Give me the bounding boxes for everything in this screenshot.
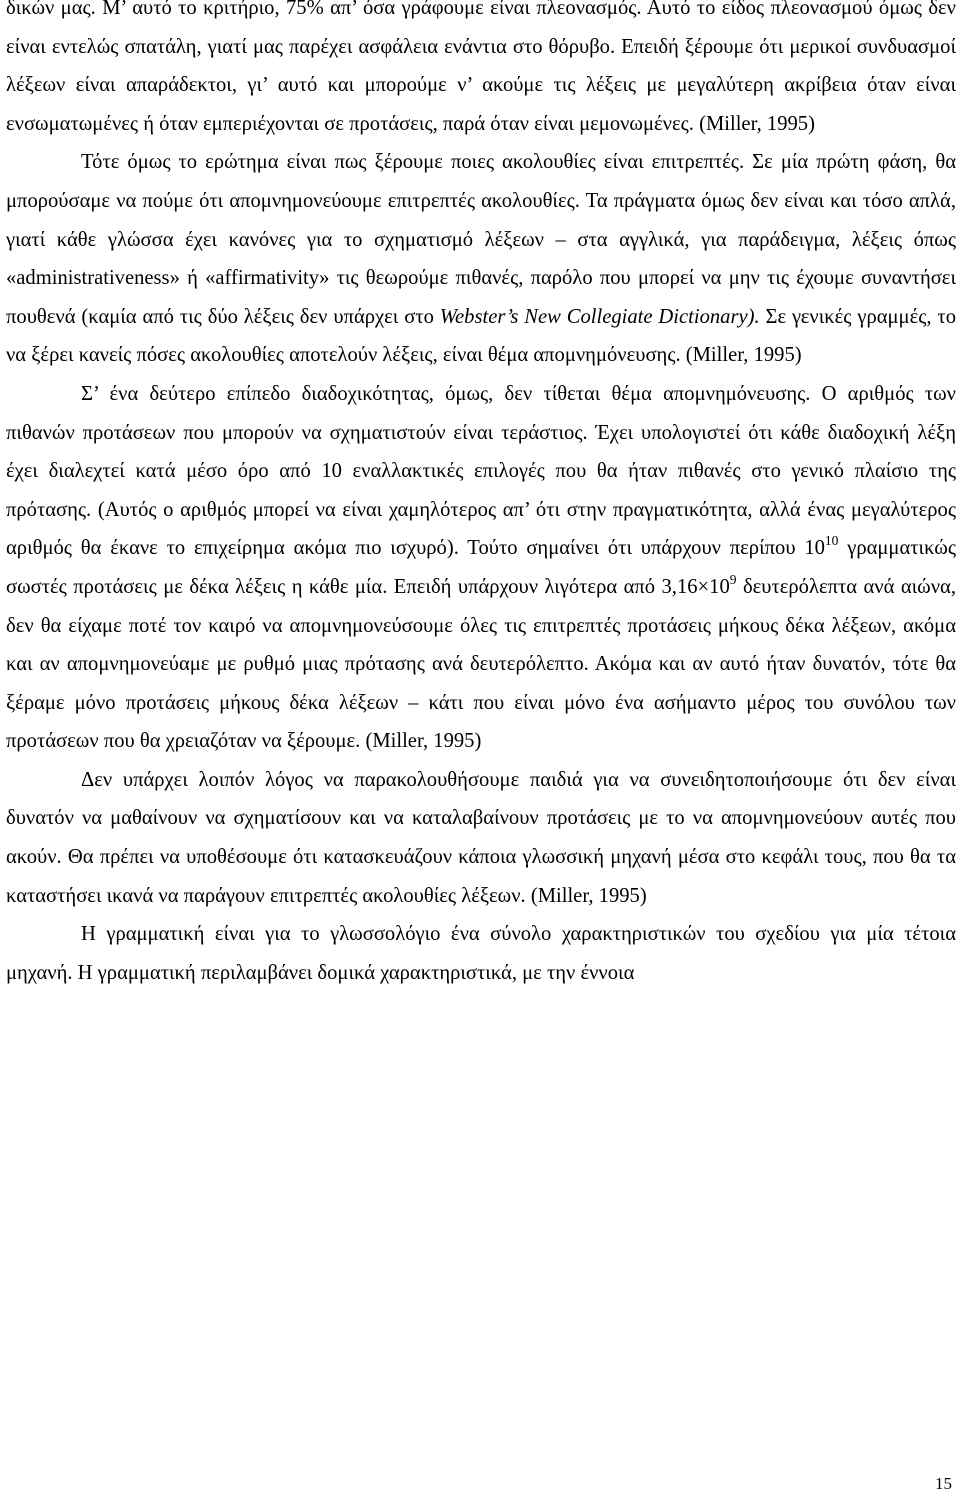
paragraph [6,375,956,761]
paragraph [6,143,956,375]
paragraph-text: Σε γενικές γραμμές, το να ξέρει κανείς πόσες ακολουθίες αποτελούν λέξεις, είναι θέμα απομνημόνευσης. (Miller, 1995) [6,305,956,367]
exponent: 10 [824,533,839,549]
dictionary-title: Webster’s New Collegiate Dictionary). [439,305,760,328]
paragraph-text: Σ’ ένα δεύτερο επίπεδο διαδοχικότητας, όμως, δεν τίθεται θέμα απομνημόνευσης. Ο αριθμός των πιθανών προτάσεων που μπορούν να σχηματιστούν είναι τεράστιος. Έχει υπολογιστεί ότι κάθε διαδοχική λέξη έχει διαλεχτεί κατά μέσο όρο από 10 εναλλακτικές επιλογές που θα ήταν πιθανές στο γενικό πλαίσιο της πρότασης. (Αυτός ο αριθμός μπορεί να είναι χαμηλότερος απ’ ότι στην πραγματικότητα, αλλά ένας μεγαλύτερος αριθμός θα έκανε το επιχείρημα ακόμα πιο ισχυρό). Τούτο σημαίνει ότι υπάρχουν περίπου 10 [6,382,956,560]
paragraph-text: δευτερόλεπτα ανά αιώνα, δεν θα είχαμε ποτέ τον καιρό να απομνημονεύσουμε όλες τις επιτρεπτές προτάσεις μήκους δέκα λέξεων, ακόμα και αν απομνημονεύαμε με ρυθμό μιας πρότασης ανά δευτερόλεπτο. Ακόμα και αν αυτό ήταν δυνατόν, τότε θα ξέραμε μόνο προτάσεις μήκους δέκα λέξεων – κάτι που είναι μόνο ένα ασήμαντο μέρος του συνόλου των προτάσεων που θα χρειαζόταν να ξέρουμε. (Miller, 1995) [6,575,956,753]
paragraph: Δεν υπάρχει λοιπόν λόγος να παρακολουθήσουμε παιδιά για να συνειδητοποιήσουμε ότι δεν είναι δυνατόν να μαθαίνουν να σχηματίσουν και να καταλαβαίνουν προτάσεις με το να απομνημονεύουν αυτές που ακούν. Θα πρέπει να υποθέσουμε ότι κατασκευάζουν κάποια γλωσσική μηχανή μέσα στο κεφάλι τους, που θα τα καταστήσει ικανά να παράγουν επιτρεπτές ακολουθίες λέξεων. (Miller, 1995) [6,768,956,907]
paragraph-text: γραμματικώς σωστές προτάσεις με δέκα λέξεις η κάθε μία. Επειδή υπάρχουν λιγότερα από 3,16×10 [6,537,956,598]
page-number: 15 [935,1474,952,1493]
paragraph: δικών μας. Μ’ αυτό το κριτήριο, 75% απ’ όσα γράφουμε είναι πλεονασμός. Αυτό το είδος πλεονασμού όμως δεν είναι εντελώς σπατάλη, γιατί μας παρέχει ασφάλεια ενάντια στο θόρυβο. Επειδή ξέρουμε ότι μερικοί συνδυασμοί λέξεων είναι απαράδεκτοι, γι’ αυτό και μπορούμε ν’ ακούμε τις λέξεις με μεγαλύτερη ακρίβεια όταν είναι ενσωματωμένες ή όταν εμπεριέχονται σε προτάσεις, παρά όταν είναι μεμονωμένες. (Miller, 1995) [6,0,956,135]
paragraph-text: Τότε όμως το ερώτημα είναι πως ξέρουμε ποιες ακολουθίες είναι επιτρεπτές. Σε μία πρώτη φάση, θα μπορούσαμε να πούμε ότι απομνημονεύουμε επιτρεπτές ακολουθίες. Τα πράγματα όμως δεν είναι και τόσο απλά, γιατί κάθε γλώσσα έχει κανόνες για το σχηματισμό λέξεων – στα αγγλικά, για παράδειγμα, λέξεις όπως «administrativeness» ή «affirmativity» τις θεωρούμε πιθανές, παρόλο που μπορεί να μην τις έχουμε συναντήσει πουθενά (καμία από τις δύο λέξεις δεν υπάρχει στο [6,151,956,328]
exponent: 9 [729,571,737,587]
paragraph: Η γραμματική είναι για το γλωσσολόγιο ένα σύνολο χαρακτηριστικών του σχεδίου για μία τέτοια μηχανή. Η γραμματική περιλαμβάνει δομικά χαρακτηριστικά, με την έννοια [6,923,956,984]
document-page [6,0,956,992]
